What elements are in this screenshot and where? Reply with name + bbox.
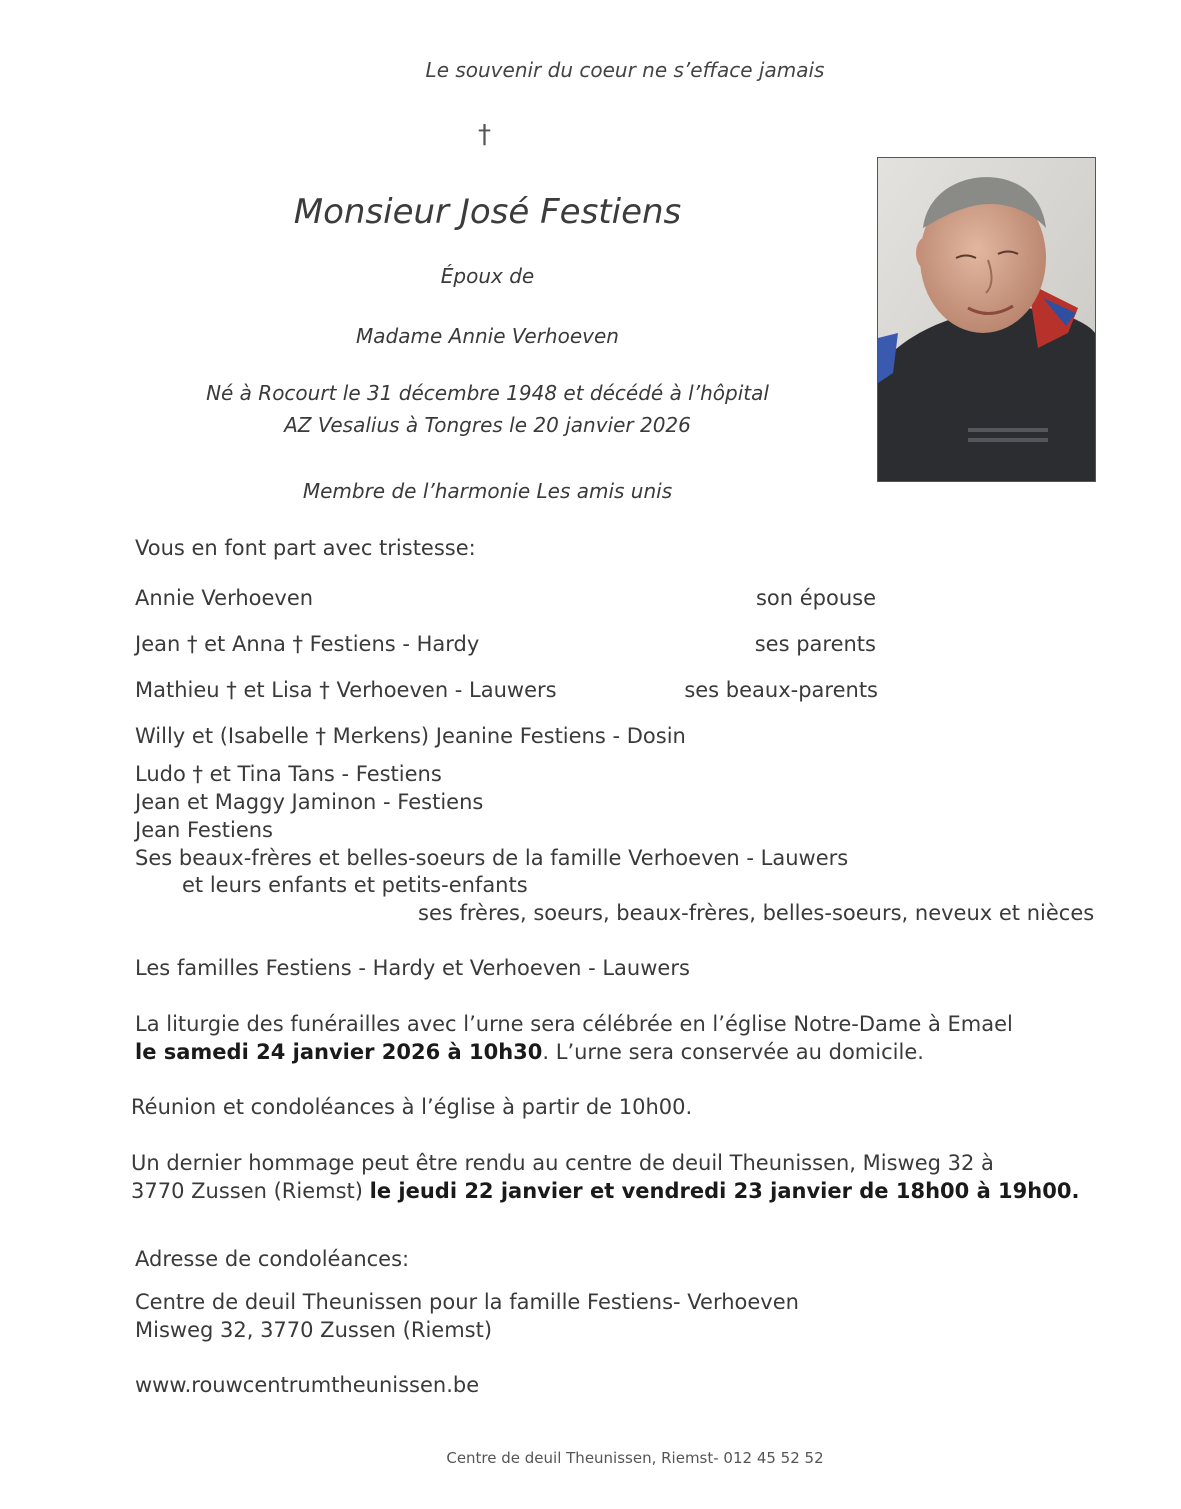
membership: Membre de l’harmonie Les amis unis bbox=[302, 479, 673, 503]
liturgy-date: le samedi 24 janvier 2026 à 10h30 bbox=[135, 1040, 543, 1064]
sibling-line: et leurs enfants et petits-enfants bbox=[182, 873, 528, 897]
sibling-line: Jean Festiens bbox=[135, 818, 273, 842]
family-name-spouse: Annie Verhoeven bbox=[135, 586, 314, 610]
website-link[interactable]: www.rouwcentrumtheunissen.be bbox=[135, 1373, 480, 1397]
sibling-line: Jean et Maggy Jaminon - Festiens bbox=[135, 790, 484, 814]
homage-line-1: Un dernier hommage peut être rendu au centre de deuil Theunissen, Misweg 32 à bbox=[131, 1151, 994, 1175]
cross-icon: † bbox=[478, 120, 491, 150]
liturgy-line-1: La liturgie des funérailles avec l’urne sera célébrée en l’église Notre-Dame à Emael bbox=[135, 1012, 1013, 1036]
deceased-name: Monsieur José Festiens bbox=[293, 192, 682, 232]
sibling-line: Ses beaux-frères et belles-soeurs de la famille Verhoeven - Lauwers bbox=[135, 846, 849, 870]
condolence-address-line-1: Centre de deuil Theunissen pour la famille Festiens- Verhoeven bbox=[135, 1290, 799, 1314]
footer: Centre de deuil Theunissen, Riemst- 012 45 52 52 bbox=[446, 1449, 824, 1467]
sibling-line: Ludo † et Tina Tans - Festiens bbox=[135, 762, 442, 786]
birth-death-line-1: Né à Rocourt le 31 décembre 1948 et décédé à l’hôpital bbox=[206, 381, 769, 405]
families-line: Les familles Festiens - Hardy et Verhoeven - Lauwers bbox=[135, 956, 690, 980]
motto: Le souvenir du coeur ne s’efface jamais bbox=[425, 58, 825, 82]
family-name-parents-in-law: Mathieu † et Lisa † Verhoeven - Lauwers bbox=[135, 678, 557, 702]
announcement-intro: Vous en font part avec tristesse: bbox=[135, 536, 476, 560]
liturgy-line-2 bbox=[135, 1040, 924, 1064]
homage-line-2 bbox=[131, 1179, 1079, 1203]
spouse-name: Madame Annie Verhoeven bbox=[356, 324, 619, 348]
sibling-line: Willy et (Isabelle † Merkens) Jeanine Festiens - Dosin bbox=[135, 724, 686, 748]
family-relation-spouse: son épouse bbox=[755, 586, 876, 610]
liturgy-note: . L’urne sera conservée au domicile. bbox=[542, 1040, 924, 1064]
condolence-address-line-2: Misweg 32, 3770 Zussen (Riemst) bbox=[135, 1318, 493, 1342]
homage-dates: le jeudi 22 janvier et vendredi 23 janvier de 18h00 à 19h00. bbox=[369, 1179, 1080, 1203]
siblings-relation: ses frères, soeurs, beaux-frères, belles-soeurs, neveux et nièces bbox=[418, 901, 1095, 925]
portrait-photo bbox=[877, 157, 1096, 482]
birth-death-line-2: AZ Vesalius à Tongres le 20 janvier 2026 bbox=[284, 413, 691, 437]
reunion-line: Réunion et condoléances à l’église à partir de 10h00. bbox=[131, 1095, 693, 1119]
family-relation-parents: ses parents bbox=[754, 632, 876, 656]
spouse-intro: Époux de bbox=[440, 264, 535, 288]
condolence-label: Adresse de condoléances: bbox=[135, 1247, 410, 1271]
family-relation-parents-in-law: ses beaux-parents bbox=[684, 678, 878, 702]
homage-address: 3770 Zussen (Riemst) bbox=[131, 1179, 370, 1203]
family-name-parents: Jean † et Anna † Festiens - Hardy bbox=[135, 632, 480, 656]
